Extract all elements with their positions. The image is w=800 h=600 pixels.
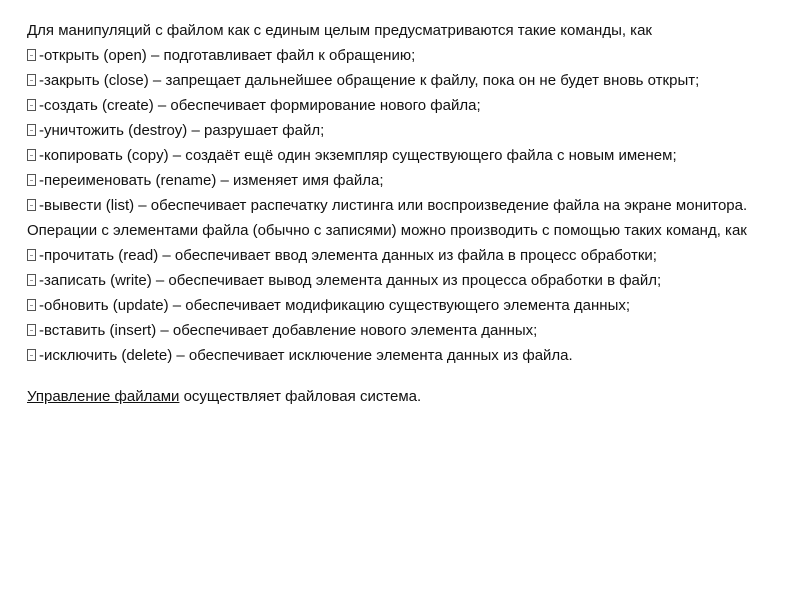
- list-item-text: -уничтожить (destroy) – разрушает файл;: [39, 122, 325, 139]
- list-item-destroy: [27, 120, 775, 142]
- list-item-text: -записать (write) – обеспечивает вывод элемента данных из процесса обработки в файл;: [39, 272, 662, 289]
- bullet-box-icon: [27, 49, 36, 61]
- conclusion-paragraph: [27, 386, 775, 408]
- list-item-text: -переименовать (rename) – изменяет имя файла;: [39, 172, 384, 189]
- list-item-delete: [27, 345, 775, 367]
- list-item-write: [27, 270, 775, 292]
- list-item-list: [27, 195, 775, 217]
- list-item-text: -исключить (delete) – обеспечивает исключение элемента данных из файла.: [39, 347, 573, 364]
- bullet-box-icon: [27, 274, 36, 286]
- list-item-text: -вставить (insert) – обеспечивает добавление нового элемента данных;: [39, 322, 538, 339]
- bullet-box-icon: [27, 249, 36, 261]
- list-item-text: -открыть (open) – подготавливает файл к обращению;: [39, 47, 416, 64]
- bullet-box-icon: [27, 99, 36, 111]
- list-item-copy: [27, 145, 775, 167]
- bullet-box-icon: [27, 299, 36, 311]
- list-item-text: -обновить (update) – обеспечивает модификацию существующего элемента данных;: [39, 297, 631, 314]
- list-item-close: [27, 70, 775, 92]
- list-item-read: [27, 245, 775, 267]
- bullet-box-icon: [27, 74, 36, 86]
- intro-paragraph: Для манипуляций с файлом как с единым целым предусматриваются такие команды, как: [27, 22, 652, 39]
- paragraph-spacer: [27, 370, 775, 386]
- list-item-update: [27, 295, 775, 317]
- list-item-text: -копировать (copy) – создаёт ещё один экземпляр существующего файла с новым именем;: [39, 147, 677, 164]
- bullet-box-icon: [27, 349, 36, 361]
- bullet-box-icon: [27, 149, 36, 161]
- list-item-create: [27, 95, 775, 117]
- list-item-insert: [27, 320, 775, 342]
- bullet-box-icon: [27, 199, 36, 211]
- list-item-text: -создать (create) – обеспечивает формирование нового файла;: [39, 97, 481, 114]
- list-item-rename: [27, 170, 775, 192]
- document-body: [27, 20, 775, 411]
- list-item-text: -вывести (list) – обеспечивает распечатку листинга или воспроизведение файла на экране монитора.: [39, 197, 748, 214]
- bullet-box-icon: [27, 124, 36, 136]
- list-item-text: -прочитать (read) – обеспечивает ввод элемента данных из файла в процесс обработки;: [39, 247, 657, 264]
- file-management-link[interactable]: Управление файлами: [27, 388, 180, 405]
- list-item-text: -закрыть (close) – запрещает дальнейшее обращение к файлу, пока он не будет вновь открыт;: [39, 72, 700, 89]
- bullet-box-icon: [27, 324, 36, 336]
- element-intro-paragraph: Операции с элементами файла (обычно с записями) можно производить с помощью таких команд, как: [27, 222, 747, 239]
- conclusion-text: осуществляет файловая система.: [179, 388, 422, 405]
- list-item-open: [27, 45, 775, 67]
- bullet-box-icon: [27, 174, 36, 186]
